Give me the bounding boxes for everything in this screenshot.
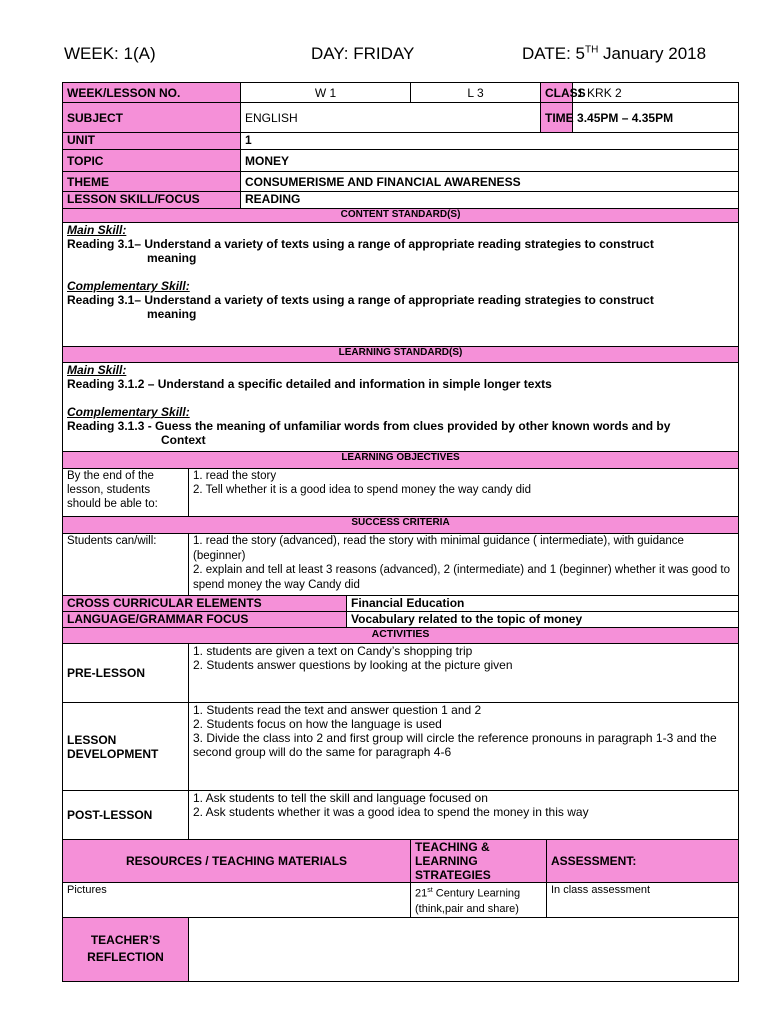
objectives-list [189,469,739,517]
unit-value: 1 [241,133,739,150]
success-heading: SUCCESS CRITERIA [63,517,739,534]
lesson-development-label: LESSON DEVELOPMENT [63,703,189,791]
subject-value: ENGLISH [241,103,541,133]
learning-comp-text: Reading 3.1.3 - Guess the meaning of unfamiliar words from clues provided by other known words and by [67,419,671,433]
resources-value: Pictures [63,883,411,918]
success-item-1: 1. read the story (advanced), read the story with minimal guidance ( intermediate), with guidance (beginner) [193,535,684,562]
subject-label: SUBJECT [63,103,241,133]
learning-comp-text-cont: Context [161,433,206,447]
strategies-value [411,883,547,918]
topic-value: MONEY [241,150,739,172]
theme-label: THEME [63,172,241,192]
success-label: Students can/will: [63,534,189,596]
development-item-3: 3. Divide the class into 2 and first group will circle the reference pronouns in paragraph 1-3 and the second group will do the same for paragraph 4-6 [193,731,717,759]
lesson-development-body [189,703,739,791]
content-comp-text: Reading 3.1– Understand a variety of texts using a range of appropriate reading strategies to construct [67,293,654,307]
pre-lesson-body [189,644,739,703]
resources-label: RESOURCES / TEACHING MATERIALS [63,840,411,883]
development-item-1: 1. Students read the text and answer question 1 and 2 [193,703,482,717]
post-lesson-item-1: 1. Ask students to tell the skill and language focused on [193,791,488,805]
pre-lesson-item-2: 2. Students answer questions by looking at the picture given [193,658,513,672]
week-value: W 1 [241,83,411,103]
strategies-suffix: Century Learning (think,pair and share) [415,887,521,915]
post-lesson-label: POST-LESSON [63,791,189,840]
strategies-prefix: 21 [415,887,428,900]
pre-lesson-label: PRE-LESSON [63,644,189,703]
theme-value: CONSUMERISME AND FINANCIAL AWARENESS [241,172,739,192]
objectives-label: By the end of the lesson, students should be able to: [63,469,189,517]
week-heading: WEEK: 1(A) [64,44,156,63]
class-label: CLASS [541,83,573,103]
post-lesson-body [189,791,739,840]
time-label: TIME [541,103,573,133]
lesson-value: L 3 [411,83,541,103]
time-value: 3.45PM – 4.35PM [573,103,739,133]
strategies-superscript: st [427,887,433,894]
date-superscript: TH [584,44,599,56]
lesson-plan-table [62,82,739,982]
objective-item-1: 1. read the story [193,470,277,482]
date-prefix: DATE: 5 [522,44,585,63]
pre-lesson-item-1: 1. students are given a text on Candy’s shopping trip [193,644,473,658]
learning-main-label: Main Skill: [67,363,127,377]
success-item-2: 2. explain and tell at least 3 reasons (advanced), 2 (intermediate) and 1 (beginner) whether it was good to spend money the way Candy did [193,564,730,591]
content-comp-label: Complementary Skill: [67,279,190,293]
content-main-label: Main Skill: [67,223,127,237]
content-comp-text-cont: meaning [147,307,197,321]
cross-curricular-label: CROSS CURRICULAR ELEMENTS [63,596,347,612]
date-heading [522,44,706,64]
cross-curricular-value: Financial Education [347,596,739,612]
learning-standard-body [63,363,739,452]
objective-item-2: 2. Tell whether it is a good idea to spend money the way candy did [193,484,531,496]
learning-standard-heading: LEARNING STANDARD(S) [63,347,739,363]
grammar-focus-value: Vocabulary related to the topic of money [347,612,739,628]
reflection-value [189,917,739,981]
content-main-text: Reading 3.1– Understand a variety of texts using a range of appropriate reading strategies to construct [67,237,654,251]
learning-comp-label: Complementary Skill: [67,405,190,419]
learning-main-text: Reading 3.1.2 – Understand a specific detailed and information in simple longer texts [67,377,552,391]
unit-label: UNIT [63,133,241,150]
content-standard-heading: CONTENT STANDARD(S) [63,209,739,223]
strategies-label: TEACHING & LEARNING STRATEGIES [411,840,547,883]
content-main-text-cont: meaning [147,251,197,265]
skill-label: LESSON SKILL/FOCUS [63,192,241,209]
day-heading: DAY: FRIDAY [311,44,415,63]
success-list [189,534,739,596]
assessment-value: In class assessment [547,883,739,918]
assessment-label: ASSESSMENT: [547,840,739,883]
topic-label: TOPIC [63,150,241,172]
week-lesson-label: WEEK/LESSON NO. [63,83,241,103]
development-item-2: 2. Students focus on how the language is used [193,717,442,731]
post-lesson-item-2: 2. Ask students whether it was a good idea to spend the money in this way [193,805,589,819]
skill-value: READING [241,192,739,209]
class-value: 1 KRK 2 [573,83,739,103]
objectives-heading: LEARNING OBJECTIVES [63,452,739,469]
grammar-focus-label: LANGUAGE/GRAMMAR FOCUS [63,612,347,628]
content-standard-body [63,223,739,347]
activities-heading: ACTIVITIES [63,628,739,644]
reflection-label: TEACHER’S REFLECTION [63,917,189,981]
date-suffix: January 2018 [598,44,707,63]
